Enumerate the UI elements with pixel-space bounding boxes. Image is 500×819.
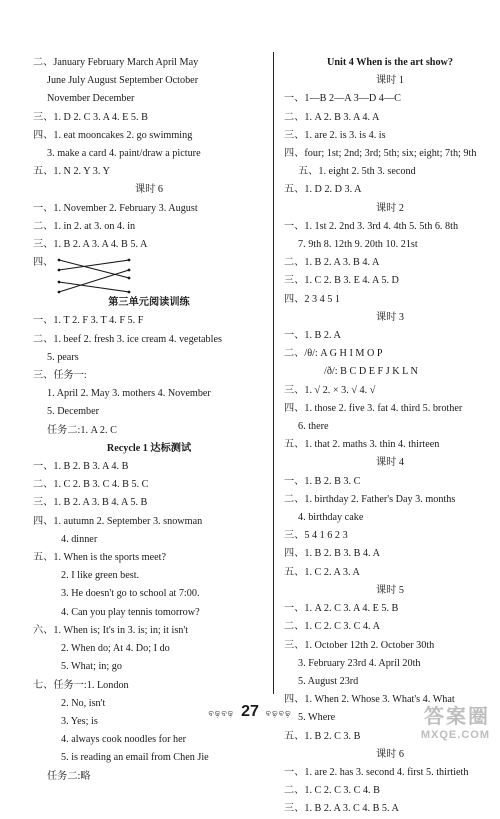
- answer-line: 3. He doesn't go to school at 7:00.: [61, 588, 200, 600]
- left-column: [33, 54, 265, 786]
- answer-line: 三、1. B 2. A 3. C 4. B 5. A: [284, 803, 399, 815]
- answer-line: 三、1. √ 2. × 3. √ 4. √: [284, 384, 376, 396]
- answer-line: 三、1. C 2. B 3. E 4. A 5. D: [284, 275, 399, 287]
- answer-line: June July August September October: [47, 75, 199, 87]
- answer-line: 三、1. October 12th 2. October 30th: [284, 639, 435, 651]
- answer-line: 四、2 3 4 5 1: [284, 293, 341, 305]
- answer-line: 四、1. those 2. five 3. fat 4. third 5. brother: [284, 402, 463, 414]
- answer-line: 5. Where: [298, 712, 336, 724]
- answer-line: 5. December: [47, 406, 100, 418]
- answer-line: 二、1. B 2. A 3. B 4. A: [284, 257, 380, 269]
- answer-line: 三、1. D 2. C 3. A 4. E 5. B: [33, 111, 148, 123]
- answer-line: 二、1. birthday 2. Father's Day 3. months: [284, 493, 456, 505]
- answer-line: 一、1. B 2. B 3. C: [284, 475, 361, 487]
- answer-line: 二、/θ/: A G H I M O P: [284, 348, 383, 360]
- matching-dot: [58, 259, 61, 262]
- answer-line: 一、1. T 2. F 3. T 4. F 5. F: [33, 315, 144, 327]
- answer-line: 五、1. N 2. Y 3. Y: [33, 166, 110, 178]
- section-heading: 第三单元阅读训练: [108, 297, 190, 309]
- answer-line: 四、1. B 2. B 3. B 4. A: [284, 548, 380, 560]
- answer-line: 二、1. in 2. at 3. on 4. in: [33, 220, 136, 232]
- answer-line: 五、1. C 2. A 3. A: [284, 566, 360, 578]
- answer-line: 三、5 4 1 6 2 3: [284, 530, 348, 542]
- answer-line: 一、1. 1st 2. 2nd 3. 3rd 4. 4th 5. 5th 6. 8th: [284, 220, 459, 232]
- answer-line: 五、1. eight 2. 5th 3. second: [298, 166, 416, 178]
- answer-line: 一、1. B 2. B 3. A 4. B: [33, 461, 129, 473]
- answer-line: 5. is reading an email from Chen Jie: [61, 752, 209, 764]
- matching-line: [59, 282, 129, 292]
- answer-line: 二、1. C 2. B 3. C 4. B 5. C: [33, 479, 149, 491]
- answer-line: 三、1. B 2. A 3. B 4. A 5. B: [33, 497, 148, 509]
- lesson-heading: 课时 6: [375, 748, 404, 760]
- answer-line: 3. make a card 4. paint/draw a picture: [47, 148, 201, 160]
- answer-line: 五、1. When is the sports meet?: [33, 552, 166, 564]
- answer-line: 六、1. When is; It's in 3. is; in; it isn't: [33, 624, 189, 636]
- page-number: 27: [241, 703, 259, 720]
- answer-line: 二、1. C 2. C 3. C 4. B: [284, 785, 380, 797]
- matching-answer: [33, 254, 265, 294]
- answer-line: 四、1. When 2. Whose 3. What's 4. What: [284, 694, 455, 706]
- footer-decoration-right: ବଢ଼ବଢ଼: [265, 709, 292, 718]
- lesson-heading: 课时 5: [375, 584, 404, 596]
- answer-line: November December: [47, 93, 135, 105]
- watermark-url: MXQE.COM: [420, 729, 490, 741]
- watermark: [421, 700, 490, 741]
- answer-line: 4. dinner: [61, 533, 98, 545]
- matching-dot: [128, 291, 131, 294]
- lesson-heading: 课时 1: [375, 75, 404, 87]
- lesson-heading: 课时 2: [375, 202, 404, 214]
- answer-line: 2. I like green best.: [61, 570, 140, 582]
- answer-line: 五、1. B 2. C 3. B: [284, 730, 361, 742]
- answer-line: 3. February 23rd 4. April 20th: [298, 657, 421, 669]
- answer-line: 1. April 2. May 3. mothers 4. November: [47, 388, 211, 400]
- section-heading: Unit 4 When is the art show?: [326, 57, 454, 68]
- answer-line: 4. always cook noodles for her: [61, 734, 187, 746]
- answer-line: 5. August 23rd: [298, 675, 359, 687]
- answer-line: 三、任务一:: [33, 370, 87, 382]
- answer-line: /ð/: B C D E F J K L N: [324, 366, 418, 378]
- watermark-logo-text: 答案圈: [424, 706, 490, 728]
- answer-line: 一、1—B 2—A 3—D 4—C: [284, 93, 401, 105]
- answer-line: 四、four; 1st; 2nd; 3rd; 5th; six; eight; 7th; 9th: [284, 148, 477, 160]
- column-divider: [273, 52, 274, 694]
- answer-line: 五、1. that 2. maths 3. thin 4. thirteen: [284, 439, 440, 451]
- answer-line: 二、1. C 2. C 3. C 4. A: [284, 621, 380, 633]
- answer-line: 4. birthday cake: [298, 512, 364, 524]
- answer-line: 三、1. B 2. A 3. A 4. B 5. A: [33, 239, 148, 251]
- answer-line: 四、1. eat mooncakes 2. go swimming: [33, 129, 193, 141]
- matching-dot: [58, 269, 61, 272]
- lesson-heading: 课时 3: [375, 311, 404, 323]
- answer-line: 一、1. are 2. has 3. second 4. first 5. thirtieth: [284, 766, 469, 778]
- answer-line: 二、1. beef 2. fresh 3. ice cream 4. vegetables: [33, 333, 222, 345]
- answer-line: 任务二:1. A 2. C: [47, 424, 117, 436]
- matching-lines-drawing: [55, 256, 135, 296]
- answer-line: 4. Can you play tennis tomorrow?: [61, 606, 200, 618]
- footer-decoration-left: ବଢ଼ବଢ଼: [208, 709, 235, 718]
- answer-line: 一、1. B 2. A: [284, 330, 341, 342]
- matching-dot: [58, 281, 61, 284]
- answer-line: 5. pears: [47, 351, 79, 363]
- answer-line: 三、1. are 2. is 3. is 4. is: [284, 129, 386, 141]
- answer-line: 3. Yes; is: [61, 715, 98, 727]
- answer-line: 一、1. A 2. C 3. A 4. E 5. B: [284, 603, 399, 615]
- answer-line: 二、1. A 2. B 3. A 4. A: [284, 111, 380, 123]
- answer-line: 5. What; in; go: [61, 661, 122, 673]
- lesson-heading: 课时 4: [375, 457, 404, 469]
- answer-line: 二、January February March April May: [33, 57, 199, 68]
- matching-dot: [128, 277, 131, 280]
- answer-line: 一、1. November 2. February 3. August: [33, 202, 198, 214]
- answer-line: 6. there: [298, 421, 329, 433]
- lesson-heading: 课时 6: [134, 184, 163, 196]
- matching-line: [59, 270, 129, 292]
- answer-line: 7. 9th 8. 12th 9. 20th 10. 21st: [298, 239, 418, 251]
- answer-line: 七、任务一:1. London: [33, 679, 129, 691]
- answer-line: 任务二:略: [47, 770, 91, 782]
- answer-line: 2. When do; At 4. Do; I do: [61, 643, 170, 655]
- matching-dot: [58, 291, 61, 294]
- section-heading: Recycle 1 达标测试: [106, 442, 192, 454]
- matching-label: 四、: [33, 257, 54, 269]
- answer-line: 五、1. D 2. D 3. A: [284, 184, 362, 196]
- answer-line: 四、1. autumn 2. September 3. snowman: [33, 515, 203, 527]
- answer-line: 2. No, isn't: [61, 697, 106, 709]
- matching-dot: [128, 259, 131, 262]
- matching-dot: [128, 269, 131, 272]
